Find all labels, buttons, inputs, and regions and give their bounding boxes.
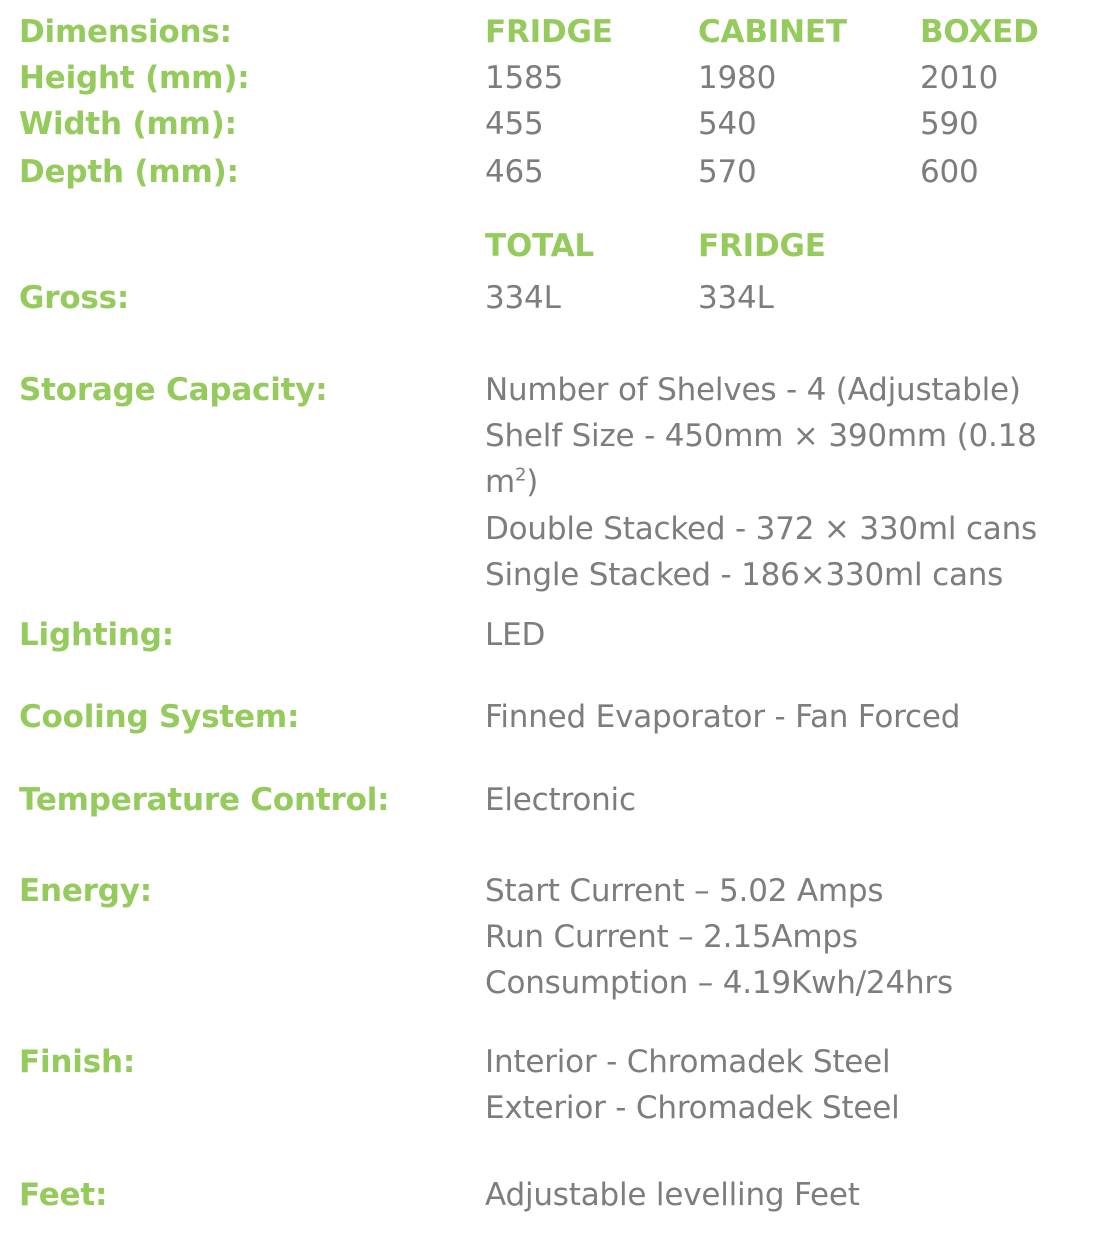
header-total: TOTAL: [485, 228, 594, 264]
temperature-control-label: Temperature Control:: [19, 782, 390, 818]
header-cabinet: CABINET: [698, 14, 847, 50]
finish-exterior: Exterior - Chromadek Steel: [485, 1090, 900, 1126]
header-fridge: FRIDGE: [485, 14, 613, 50]
finish-label: Finish:: [19, 1044, 136, 1080]
unit-base: m: [485, 464, 515, 500]
lighting-value: LED: [485, 617, 546, 653]
storage-single-stacked-line: Single Stacked - 186×330ml cans: [485, 557, 1004, 593]
energy-consumption: Consumption – 4.19Kwh/24hrs: [485, 965, 953, 1001]
storage-double-stacked-line: Double Stacked - 372 × 330ml cans: [485, 511, 1037, 547]
temperature-control-value: Electronic: [485, 782, 636, 818]
energy-run-current: Run Current – 2.15Amps: [485, 919, 858, 955]
height-cabinet-value: 1980: [698, 60, 777, 96]
width-cabinet-value: 540: [698, 106, 757, 142]
finish-interior: Interior - Chromadek Steel: [485, 1044, 891, 1080]
header-gross-fridge: FRIDGE: [698, 228, 826, 264]
width-label: Width (mm):: [19, 106, 237, 142]
width-fridge-value: 455: [485, 106, 544, 142]
gross-total-value: 334L: [485, 280, 561, 316]
unit-superscript: 2: [515, 464, 527, 486]
header-boxed: BOXED: [920, 14, 1039, 50]
feet-label: Feet:: [19, 1177, 108, 1213]
width-boxed-value: 590: [920, 106, 979, 142]
height-label: Height (mm):: [19, 60, 250, 96]
storage-shelf-size-unit: [485, 459, 538, 505]
depth-cabinet-value: 570: [698, 154, 757, 190]
energy-label: Energy:: [19, 873, 152, 909]
energy-start-current: Start Current – 5.02 Amps: [485, 873, 884, 909]
storage-shelves-line: Number of Shelves - 4 (Adjustable): [485, 372, 1021, 408]
depth-label: Depth (mm):: [19, 154, 239, 190]
lighting-label: Lighting:: [19, 617, 174, 653]
cooling-system-value: Finned Evaporator - Fan Forced: [485, 699, 961, 735]
storage-capacity-label: Storage Capacity:: [19, 372, 328, 408]
height-boxed-value: 2010: [920, 60, 999, 96]
depth-boxed-value: 600: [920, 154, 979, 190]
cooling-system-label: Cooling System:: [19, 699, 300, 735]
feet-value: Adjustable levelling Feet: [485, 1177, 860, 1213]
gross-fridge-value: 334L: [698, 280, 774, 316]
unit-close: ): [526, 464, 539, 500]
gross-label: Gross:: [19, 280, 130, 316]
storage-shelf-size-line: Shelf Size - 450mm × 390mm (0.18: [485, 418, 1037, 454]
dimensions-label: Dimensions:: [19, 14, 232, 50]
height-fridge-value: 1585: [485, 60, 564, 96]
depth-fridge-value: 465: [485, 154, 544, 190]
